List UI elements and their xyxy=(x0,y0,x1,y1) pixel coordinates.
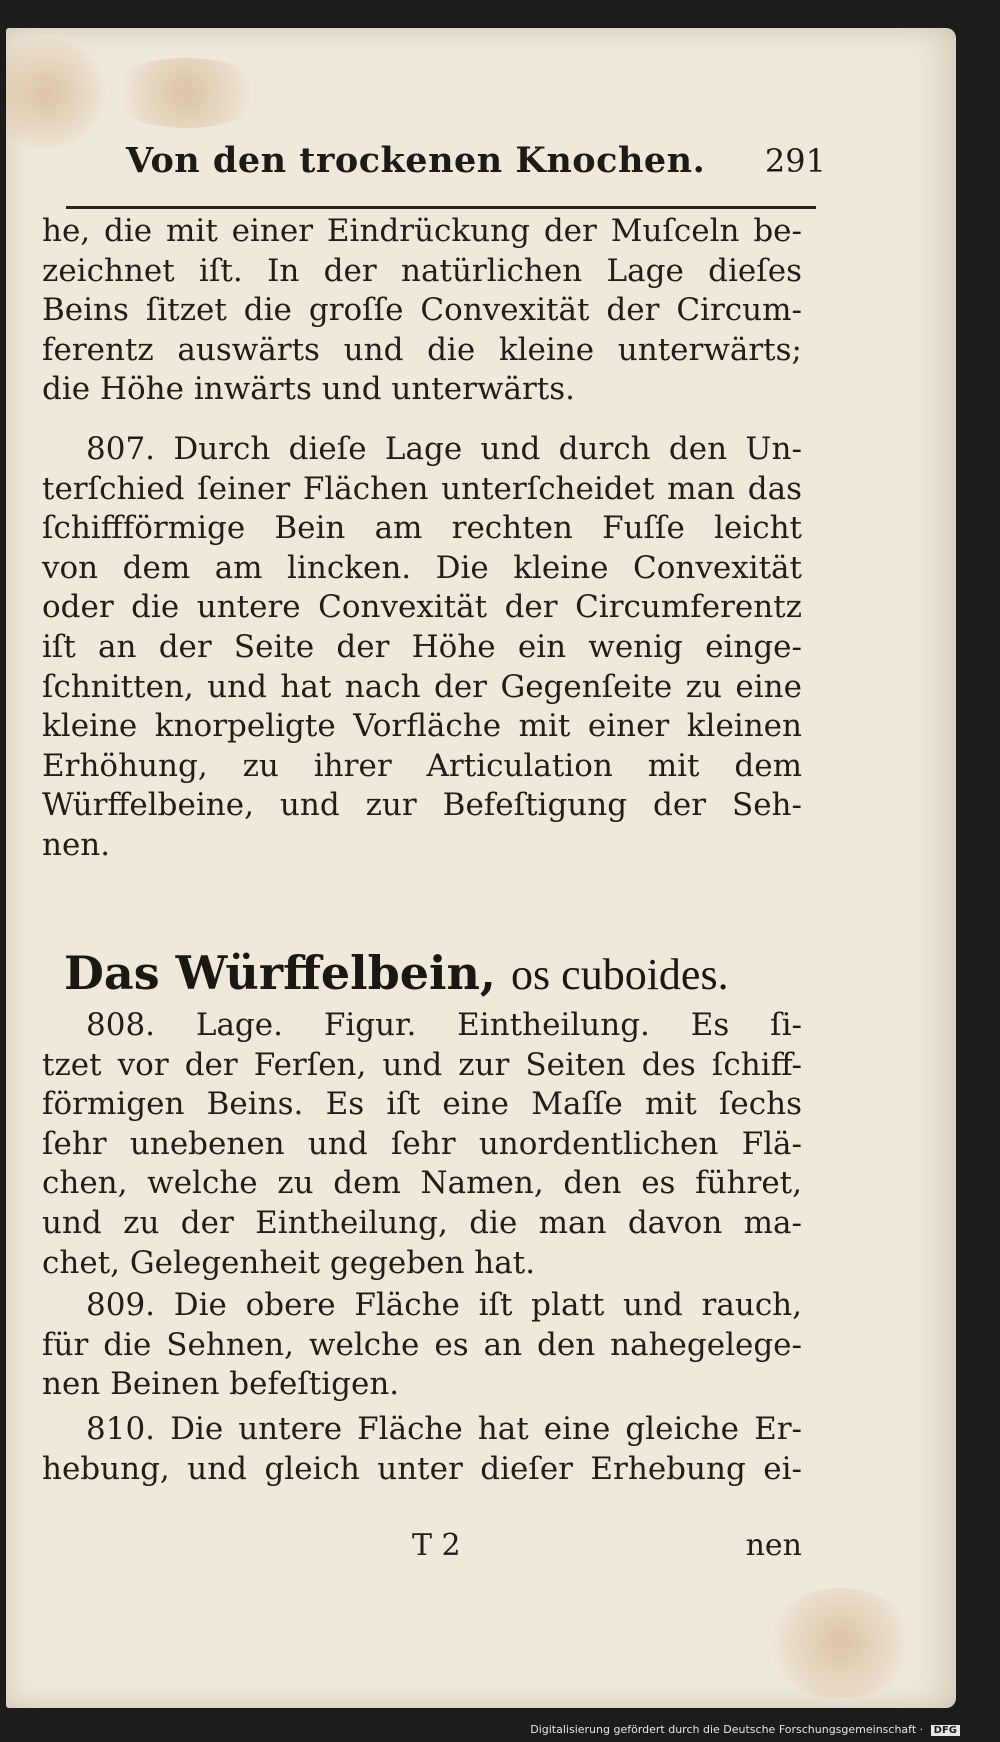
text-line: für die Sehnen, welche es an den nahegelege- xyxy=(42,1326,802,1363)
text-line: oder die untere Convexität der Circumferentz xyxy=(42,589,802,626)
book-page xyxy=(6,28,956,1708)
page-header xyxy=(126,140,826,190)
text-line: von dem am lincken. Die kleine Convexität xyxy=(42,549,802,586)
paragraph-809 xyxy=(42,1286,802,1405)
dfg-logo-icon: DFG xyxy=(931,1725,960,1736)
text-line: 810. Die untere Fläche hat eine gleiche Er- xyxy=(86,1411,802,1447)
digitization-credit-text: Digitalisierung gefördert durch die Deutsche Forschungsgemeinschaft · xyxy=(530,1723,924,1736)
text-line: ſehr unebenen und ſehr unordentlichen Flä- xyxy=(42,1125,802,1162)
text-line: 809. Die obere Fläche iſt platt und rauch, xyxy=(86,1287,802,1323)
text-line: ſchnitten, und hat nach der Gegenſeite zu eine xyxy=(42,668,802,705)
section-heading xyxy=(64,946,804,1008)
text-line: chen, welche zu dem Namen, den es führet, xyxy=(42,1165,802,1202)
age-stain xyxy=(766,1588,916,1698)
text-line: chet, Gelegenheit gegeben hat. xyxy=(42,1244,536,1281)
text-line: he, die mit einer Eindrückung der Muſceln be- xyxy=(42,213,802,249)
text-line: nen Beinen befeſtigen. xyxy=(42,1366,400,1403)
text-line: Beins ſitzet die groſſe Convexität der Circum- xyxy=(42,292,802,329)
header-rule xyxy=(66,206,816,209)
page-number: 291 xyxy=(764,142,826,180)
text-line: Würffelbeine, und zur Befeſtigung der Seh- xyxy=(42,787,802,824)
text-line: zeichnet iſt. In der natürlichen Lage dieſes xyxy=(42,252,802,289)
text-line: die Höhe inwärts und unterwärts. xyxy=(42,371,575,408)
paragraph-continued xyxy=(42,212,802,410)
paragraph-810 xyxy=(42,1410,802,1489)
text-line: ſchiffförmige Bein am rechten Fuſſe leicht xyxy=(42,510,802,547)
text-line: 808. Lage. Figur. Eintheilung. Es ſi- xyxy=(86,1007,802,1043)
text-line: kleine knorpeligte Vorfläche mit einer kleinen xyxy=(42,708,802,745)
signature-mark: T 2 xyxy=(412,1528,461,1563)
heading-latin: os cuboides. xyxy=(511,950,729,999)
text-line: und zu der Eintheilung, die man davon ma- xyxy=(42,1204,802,1241)
text-line: iſt an der Seite der Höhe ein wenig einge- xyxy=(42,628,802,665)
age-stain xyxy=(106,58,266,128)
text-line: ferentz auswärts und die kleine unterwärts; xyxy=(42,331,802,368)
paragraph-807 xyxy=(42,430,802,866)
page-footer xyxy=(42,1528,802,1568)
text-line: 807. Durch dieſe Lage und durch den Un- xyxy=(86,431,802,467)
paragraph-808 xyxy=(42,1006,802,1283)
heading-german: Das Würffelbein, xyxy=(64,946,496,1000)
catchword: nen xyxy=(745,1528,802,1563)
text-line: förmigen Beins. Es iſt eine Maſſe mit ſechs xyxy=(42,1086,802,1123)
age-stain xyxy=(6,38,106,148)
text-line: tzet vor der Ferſen, und zur Seiten des ſchiff- xyxy=(42,1046,802,1083)
text-line: Erhöhung, zu ihrer Articulation mit dem xyxy=(42,747,802,784)
text-line: nen. xyxy=(42,826,111,863)
running-title: Von den trockenen Knochen. xyxy=(126,140,706,181)
text-line: hebung, und gleich unter dieſer Erhebung ei- xyxy=(42,1450,802,1487)
digitization-credit xyxy=(530,1723,960,1736)
text-line: terſchied ſeiner Flächen unterſcheidet man das xyxy=(42,470,802,507)
